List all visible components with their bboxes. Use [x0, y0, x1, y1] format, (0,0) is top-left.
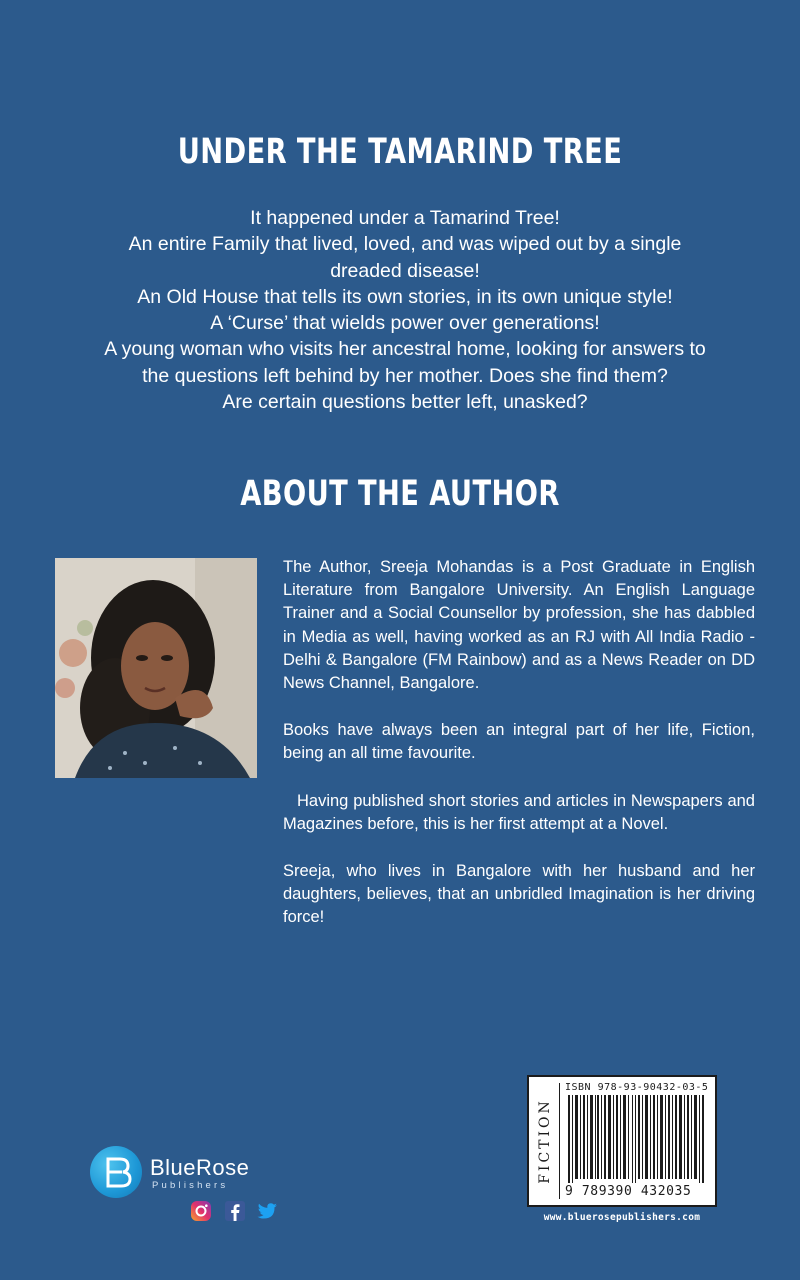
blurb-line: the questions left behind by her mother. Does she find them? — [142, 364, 668, 387]
bio-paragraph: Sreeja, who lives in Bangalore with her husband and her daughters, believes, that an unbridled Imagination is her driving force! — [283, 862, 755, 927]
blurb-line: Are certain questions better left, unasked? — [222, 391, 588, 414]
author-portrait-illustration — [55, 558, 257, 778]
publisher-website[interactable]: www.bluerosepublishers.com — [543, 1212, 701, 1223]
publisher-logo — [90, 1146, 290, 1196]
isbn-digits: 9 789390 432035 — [565, 1184, 692, 1199]
bio-paragraph: The Author, Sreeja Mohandas is a Post Graduate in English Literature from Bangalore University. An English Language Trainer and a Social Counsellor by profession, she has dabbled in Media as well, having worked as an RJ with All India Radio - Delhi & Bangalore (FM Rainbow) and as a News Reader on DD News Channel, Bangalore. — [283, 558, 755, 693]
blurb-line: A young woman who visits her ancestral home, looking for answers to — [104, 338, 706, 361]
divider — [559, 1083, 560, 1199]
publisher-name: BlueRose — [150, 1155, 250, 1180]
book-blurb — [60, 205, 750, 415]
genre-label — [531, 1081, 559, 1201]
blurb-line: An entire Family that lived, loved, and was wiped out by a single — [128, 233, 682, 256]
author-bio — [283, 556, 755, 954]
about-author-heading: ABOUT THE AUTHOR — [240, 474, 560, 514]
blurb-line: A ‘Curse’ that wields power over generations! — [210, 312, 600, 335]
blurb-line: It happened under a Tamarind Tree! — [250, 207, 560, 229]
blurb-line: An Old House that tells its own stories, in its own unique style! — [137, 285, 673, 308]
publisher-tagline: Publishers — [152, 1180, 229, 1191]
blurb-line: dreaded disease! — [330, 259, 480, 282]
isbn-barcode — [566, 1095, 708, 1183]
author-photo — [55, 558, 257, 778]
genre-text: FICTION — [537, 1098, 553, 1184]
facebook-icon[interactable] — [224, 1200, 246, 1222]
book-title: UNDER THE TAMARIND TREE — [177, 132, 623, 172]
twitter-icon[interactable] — [256, 1200, 278, 1222]
bio-paragraph: Books have always been an integral part of her life, Fiction, being an all time favourite. — [283, 721, 755, 763]
social-links — [190, 1200, 285, 1226]
barcode-panel — [527, 1075, 717, 1207]
instagram-icon[interactable] — [190, 1200, 212, 1222]
bluerose-logo-icon — [90, 1146, 142, 1198]
isbn-label: ISBN 978-93-90432-03-5 — [565, 1082, 709, 1093]
bio-paragraph: Having published short stories and articles in Newspapers and Magazines before, this is her first attempt at a Novel. — [283, 791, 755, 833]
